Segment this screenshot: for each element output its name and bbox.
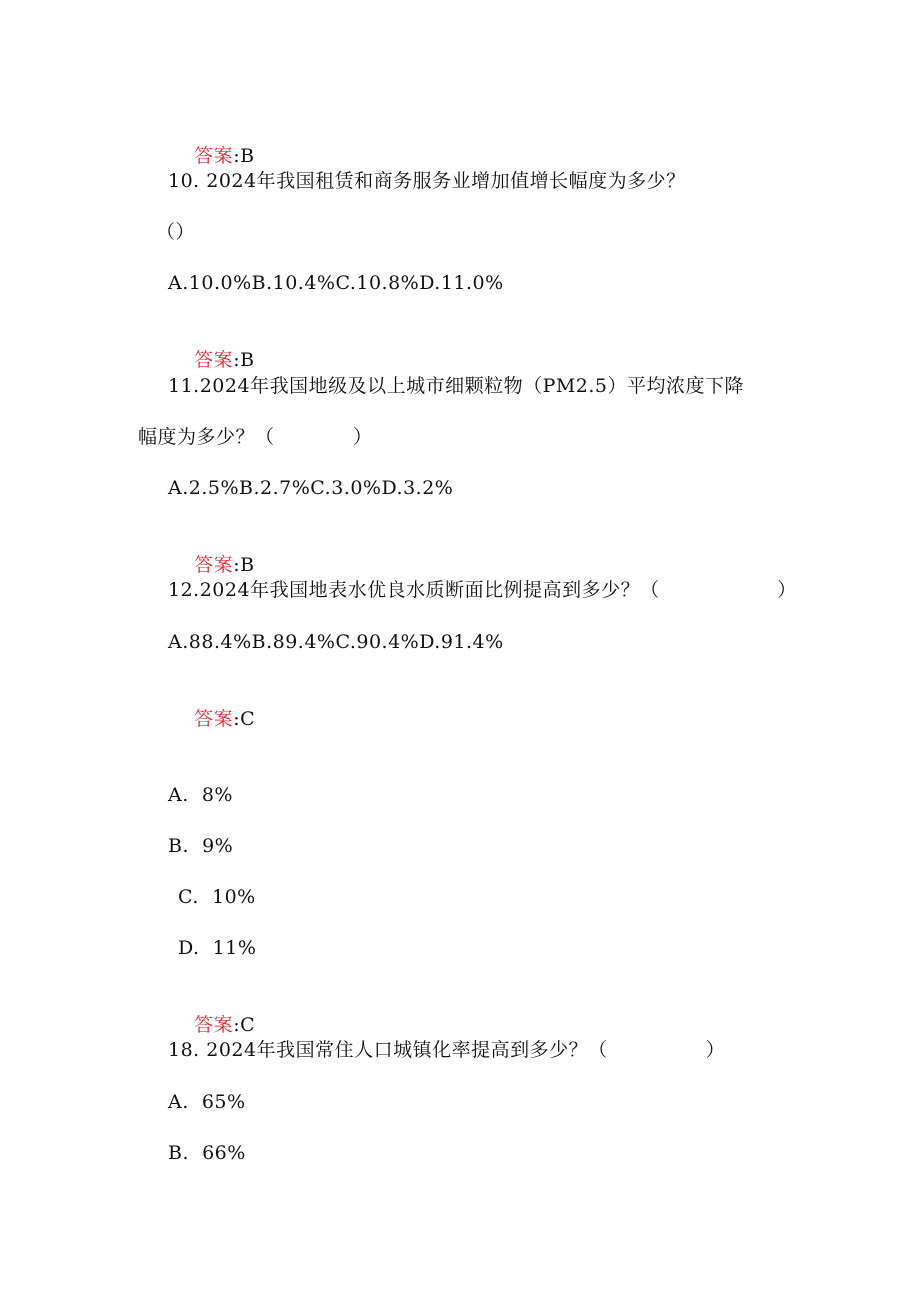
question-10-text: 10. 2024年我国租赁和商务服务业增加值增长幅度为多少？ [168,170,686,192]
answer-value: :B [233,349,255,371]
question-12-options: A.88.4%B.89.4%C.90.4%D.91.4% [168,631,504,653]
option-c: C. 10% [178,886,256,908]
answer-value: :C [233,1014,256,1036]
option-a: A. 65% [168,1091,246,1113]
option-b: B. 9% [168,835,234,857]
question-10-blank: （） [156,221,196,243]
question-10-options: A.10.0%B.10.4%C.10.8%D.11.0% [168,272,504,294]
answer-value: :C [233,708,256,730]
answer-line [168,680,255,758]
answer-label: 答案 [194,708,234,730]
answer-value: :B [233,554,255,576]
option-a: A. 8% [168,784,233,806]
question-11-options: A.2.5%B.2.7%C.3.0%D.3.2% [168,477,454,499]
answer-label: 答案 [194,145,234,167]
question-11-text: 11.2024年我国地级及以上城市细颗粒物（PM2.5）平均浓度下降 [168,375,745,397]
question-18-text: 18. 2024年我国常住人口城镇化率提高到多少？（ ） [168,1039,726,1061]
answer-value: :B [233,145,255,167]
question-12-text: 12.2024年我国地表水优良水质断面比例提高到多少？（ ） [168,579,797,601]
answer-label: 答案 [194,554,234,576]
question-11-continuation: 幅度为多少？（ ） [138,426,373,448]
answer-label: 答案 [194,1014,234,1036]
option-d: D. 11% [178,937,257,959]
option-b: B. 66% [168,1142,246,1164]
answer-label: 答案 [194,349,234,371]
